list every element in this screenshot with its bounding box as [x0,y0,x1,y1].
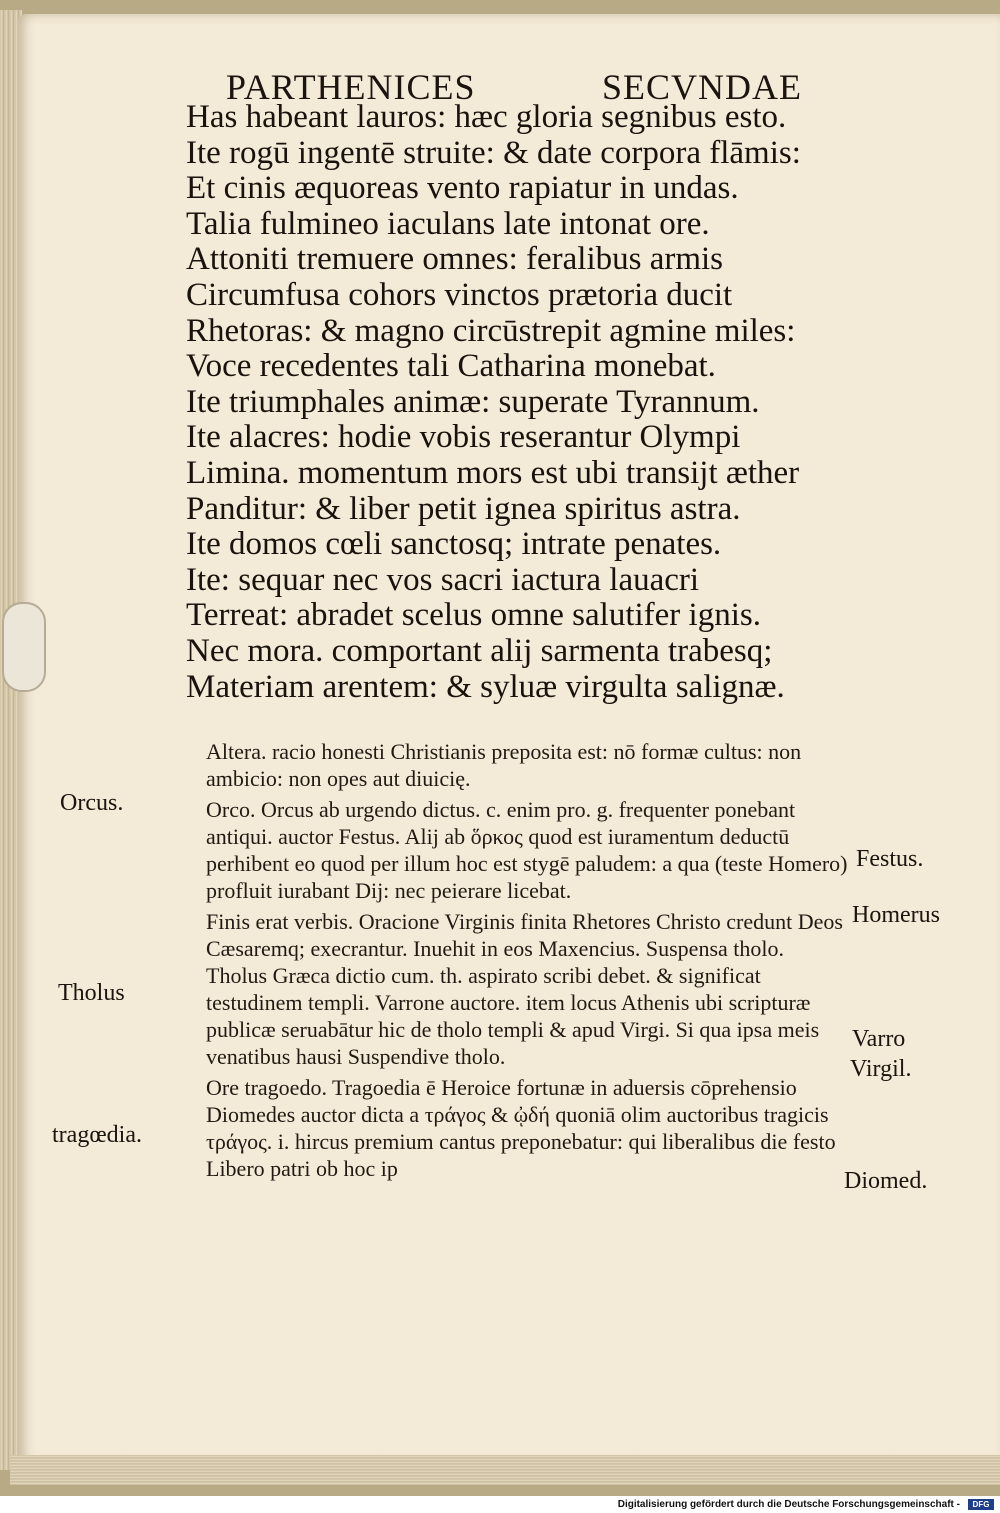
page-stack-bottom [10,1455,1000,1485]
verse-line: Circumfusa cohors vinctos prætoria ducit [186,276,733,313]
commentary-paragraph: Ore tragoedo. Tragoedia ē Heroice fortunæ in aduersis cōprehensio Diomedes auctor dicta a τράγος & ᾠδή quoniā olim auctoribus tragicis τράγος. i. hircus premium cantus preponebatur: qui liberalibus die festo Libero patri ob hoc ip [206,1075,836,1181]
verse-line: Et cinis æquoreas vento rapiatur in undas. [186,170,739,207]
verse-line: Ite alacres: hodie vobis reserantur Olympi [186,419,741,456]
commentary-paragraph: Finis erat verbis. Oracione Virginis finita Rhetores Christo credunt Deos Cæsaremq; execrantur. Inuehit in eos Maxencius. Suspensa tholo. Tholus Græca dictio cum. th. aspirato scribi debet. & significat testudinem templi. Varrone auctore. item locus Athenis ubi scripturæ publicæ seruabātur hic de tholo templi & apud Virgi. Si qua ipsa meis venatibus hausi Suspendive tholo. [206,909,843,1069]
verse-line: Has habeant lauros: hæc gloria segnibus esto. [186,99,787,135]
verse-line: Talia fulmineo iaculans late intonat ore. [186,205,710,242]
verse-line: Nec mora. comportant alij sarmenta trabesq; [186,632,773,669]
verse-line: Rhetoras: & magno circūstrepit agmine miles: [186,312,796,349]
running-head-right: SECVNDAE [602,67,803,107]
verse-line: Ite domos cœli sanctosq; intrate penates. [186,526,722,563]
verse-line: Materiam arentem: & syluæ virgulta salignæ. [186,668,785,705]
margin-note-orcus: Orcus. [60,790,124,816]
running-head-left: PARTHENICES [226,67,476,107]
margin-note-homerus: Homerus [852,902,940,928]
verse-line: Panditur: & liber petit ignea spiritus astra. [186,490,741,527]
verse-line: Voce recedentes tali Catharina monebat. [186,348,716,385]
margin-note-diomed: Diomed. [844,1168,928,1194]
verse-line: Attoniti tremuere omnes: feralibus armis [186,241,724,278]
dfg-logo: DFG [968,1499,994,1510]
footer-bar [0,1496,1000,1513]
verse-line: Ite: sequar nec vos sacri iactura lauacri [186,561,700,598]
commentary-block [180,738,850,1186]
verse-line: Terreat: abradet scelus omne salutifer ignis. [186,597,761,634]
verse-block [186,100,866,705]
margin-note-tholus: Tholus [58,980,125,1006]
margin-note-festus: Festus. [856,846,924,872]
verse-line: Ite triumphales animæ: superate Tyrannum. [186,383,760,420]
commentary-paragraph: Orco. Orcus ab urgendo dictus. c. enim pro. g. frequenter ponebant antiqui. auctor Festus. Alij ab ὅρκος quod est iuramentum deductū perhibent eo quod per illum hoc est stygē paludem: a qua (teste Homero) profluit iurabant Dij: nec peierare licebat. [206,797,848,903]
funding-credit: Digitalisierung gefördert durch die Deutsche Forschungsgemeinschaft - [617,1499,960,1510]
margin-note-virgil: Virgil. [850,1056,912,1082]
commentary-paragraph: Altera. racio honesti Christianis preposita est: nō formæ cultus: non ambicio: non opes aut diuicię. [206,739,802,791]
verse-line: Limina. momentum mors est ubi transijt æther [186,454,800,491]
margin-note-tragoedia: tragœdia. [52,1122,142,1148]
verse-line: Ite rogū ingentē struite: & date corpora flāmis: [186,134,801,171]
page-clip [2,602,46,692]
margin-note-varro: Varro [852,1026,906,1052]
